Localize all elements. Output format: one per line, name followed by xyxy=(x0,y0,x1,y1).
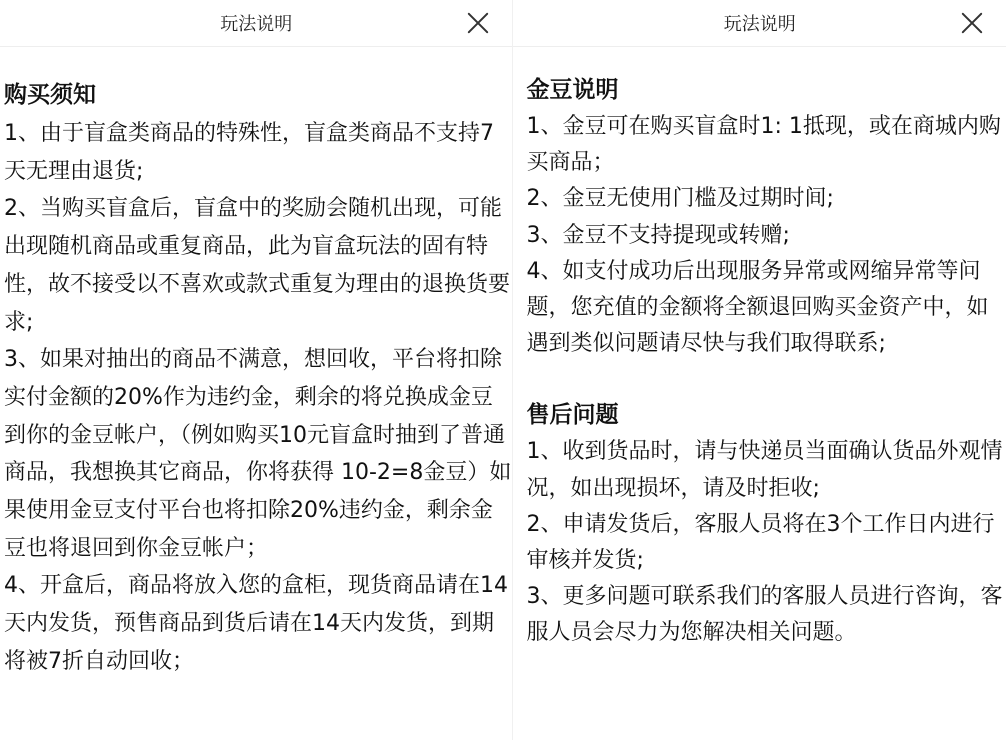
rule-list xyxy=(526,109,1006,362)
rule-item: 4、开盒后，商品将放入您的盒柜，现货商品请在14天内发货，预售商品到货后请在14天内发货，到期将被7折自动回收； xyxy=(4,573,508,674)
section-heading: 金豆说明 xyxy=(526,77,619,103)
modal-title: 玩法说明 xyxy=(220,14,293,35)
gold-bean-section xyxy=(526,71,1006,362)
rule-item: 3、如果对抽出的商品不满意，想回收，平台将扣除实付金额的20%作为违约金，剩余的将兑换成金豆到你的金豆帐户，（例如购买10元盲盒时抽到了普通商品，我想换其它商品，你将获得 10-2=8金豆）如果使用金豆支付平台也将扣除20%违约金，剩余金豆也将退回到你金豆帐户； xyxy=(4,347,512,561)
section-heading: 售后问题 xyxy=(526,402,619,429)
purchase-notice-section xyxy=(4,75,512,681)
rule-list xyxy=(4,115,512,681)
section-heading: 购买须知 xyxy=(4,82,96,108)
rule-item: 1、收到货品时，请与快递员当面确认货品外观情况，如出现损坏，请及时拒收; xyxy=(526,439,1003,501)
modal-header xyxy=(513,0,1006,47)
rules-panel-right xyxy=(513,0,1006,740)
rule-item: 3、金豆不支持提现或转赠; xyxy=(526,222,790,248)
rule-item: 3、更多问题可联系我们的客服人员进行咨询，客服人员会尽力为您解决相关问题。 xyxy=(526,584,1003,646)
rule-item: 2、申请发货后，客服人员将在3个工作日内进行审核并发货; xyxy=(526,511,995,574)
modal-title: 玩法说明 xyxy=(723,14,796,35)
rule-item: 1、金豆可在购买盲盒时1: 1抵现，或在商城内购买商品； xyxy=(526,114,1001,176)
rule-item: 4、如支付成功后出现服务异常或网缩异常等问题，您充值的金额将全额退回购买金资产中，如遇到类似问题请尽快与我们取得联系; xyxy=(526,258,989,357)
close-icon[interactable] xyxy=(958,9,986,37)
modal-header xyxy=(0,0,512,47)
after-sales-section xyxy=(526,396,1006,651)
close-icon[interactable] xyxy=(464,9,492,37)
rule-item: 1、由于盲盒类商品的特殊性，盲盒类商品不支持7天无理由退货; xyxy=(4,121,494,184)
rule-list xyxy=(526,434,1006,651)
rule-item: 2、金豆无使用门槛及过期时间; xyxy=(526,186,834,212)
modal-content[interactable] xyxy=(0,47,512,681)
modal-content[interactable] xyxy=(513,47,1006,652)
rule-item: 2、当购买盲盒后，盲盒中的奖励会随机出现，可能出现随机商品或重复商品，此为盲盒玩法的固有特性，故不接受以不喜欢或款式重复为理由的退换货要求; xyxy=(4,196,511,335)
